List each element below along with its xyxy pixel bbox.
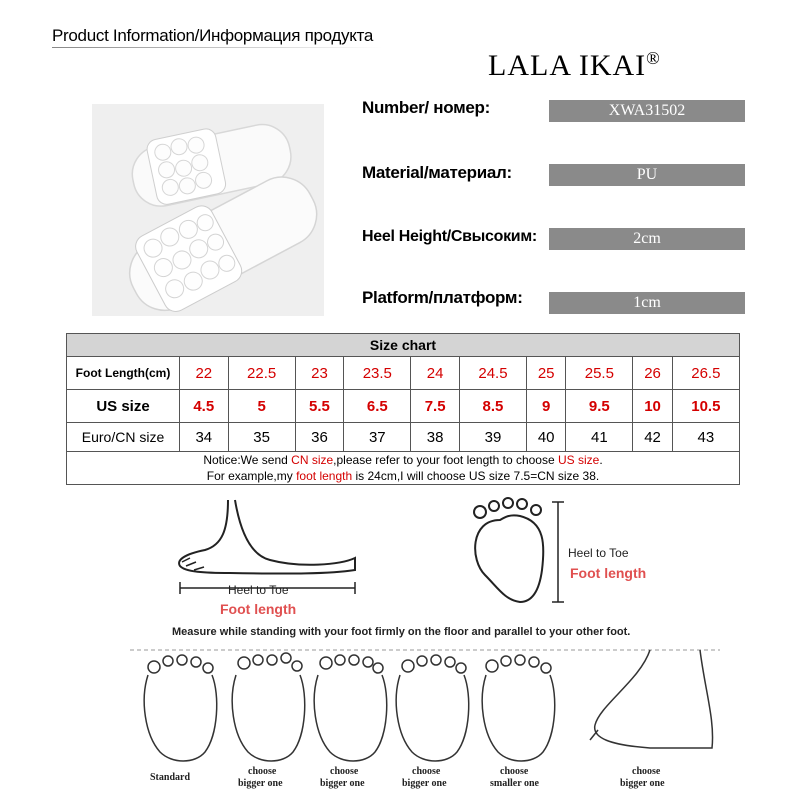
notice-text: For example,my: [206, 469, 297, 483]
slipper-illustration: [92, 104, 324, 316]
us-size-cell: 9: [527, 390, 566, 423]
measure-instruction: Measure while standing with your foot firmly on the floor and parallel to your other foot.: [172, 626, 631, 638]
size-chart-table: [66, 333, 740, 485]
foot-type-2: [232, 675, 305, 761]
euro-cn-size-cell: 39: [459, 423, 526, 452]
heel-to-toe-label-2: Heel to Toe: [568, 546, 629, 560]
foot-length-cell: 25.5: [566, 357, 633, 390]
foot-length-label: Foot Length(cm): [67, 357, 180, 390]
spec-value-platform: 1cm: [549, 292, 745, 314]
foot-length-cell: 24.5: [459, 357, 526, 390]
registered-mark: ®: [646, 48, 661, 68]
side-foot-drawing: [179, 500, 355, 574]
us-size-label: US size: [67, 390, 180, 423]
foot-length-cell: 23: [295, 357, 344, 390]
size-chart-title-row: [67, 334, 740, 357]
foot-length-cell: 22.5: [228, 357, 295, 390]
foot-length-row: [67, 357, 740, 390]
foot-type-4: [396, 675, 469, 761]
euro-cn-size-label: Euro/CN size: [67, 423, 180, 452]
euro-cn-size-cell: 42: [633, 423, 672, 452]
foot-label: choose: [248, 766, 277, 777]
notice-highlight: US size: [557, 453, 600, 467]
spec-label-heel-height: Heel Height/Свысоким:: [362, 228, 537, 245]
notice-line-2: [67, 468, 739, 484]
notice-line-1: [67, 452, 739, 468]
notice-text: is 24cm,I will choose US size 7.5=CN size 38.: [352, 469, 600, 483]
foot-length-cell: 26.5: [672, 357, 739, 390]
foot-label: choose: [632, 766, 661, 777]
euro-cn-size-cell: 43: [672, 423, 739, 452]
foot-label: bigger one: [320, 778, 365, 789]
foot-length-label-1: Foot length: [220, 601, 297, 617]
notice-text: Notice:We send: [203, 453, 292, 467]
spec-label-number: Number/ номер:: [362, 98, 490, 117]
euro-cn-size-cell: 35: [228, 423, 295, 452]
sole-drawing: [474, 498, 543, 602]
spec-label-material: Material/материал:: [362, 163, 512, 182]
page-title: Product Information/Информация продукта: [52, 26, 374, 45]
foot-label: choose: [330, 766, 359, 777]
foot-type-labels: [150, 766, 665, 789]
us-size-cell: 7.5: [411, 390, 460, 423]
spec-label-platform: Platform/платформ:: [362, 288, 523, 307]
heel-to-toe-label-1: Heel to Toe: [228, 583, 289, 597]
foot-types: [144, 650, 712, 761]
euro-cn-size-cell: 37: [344, 423, 411, 452]
title-underline: [52, 47, 382, 48]
us-size-cell: 5: [228, 390, 295, 423]
us-size-cell: 5.5: [295, 390, 344, 423]
euro-cn-size-cell: 36: [295, 423, 344, 452]
foot-label: bigger one: [238, 778, 283, 789]
euro-cn-size-cell: 34: [180, 423, 229, 452]
foot-length-cell: 26: [633, 357, 672, 390]
foot-length-cell: 23.5: [344, 357, 411, 390]
us-size-row: [67, 390, 740, 423]
foot-type-5: [482, 675, 555, 761]
foot-label: bigger one: [402, 778, 447, 789]
foot-type-3: [314, 675, 387, 761]
us-size-cell: 10: [633, 390, 672, 423]
foot-label: choose: [412, 766, 441, 777]
spec-value-number: XWA31502: [549, 100, 745, 122]
measure-diagram: [0, 490, 800, 800]
notice-row: [67, 452, 740, 485]
foot-type-standard: [144, 675, 217, 761]
foot-length-label-2: Foot length: [570, 565, 647, 581]
notice-text: ,please refer to your foot length to choose: [333, 453, 558, 467]
brand-name: LALA IKAI: [488, 49, 647, 82]
foot-length-cell: 22: [180, 357, 229, 390]
spec-value-heel-height: 2cm: [549, 228, 745, 250]
brand-logo: [488, 48, 661, 83]
foot-length-cell: 24: [411, 357, 460, 390]
notice-text: .: [599, 453, 603, 467]
foot-label: smaller one: [490, 778, 539, 789]
notice-cell: [67, 452, 740, 485]
foot-label: bigger one: [620, 778, 665, 789]
us-size-cell: 10.5: [672, 390, 739, 423]
foot-length-cell: 25: [527, 357, 566, 390]
size-chart-title: Size chart: [67, 334, 740, 357]
us-size-cell: 4.5: [180, 390, 229, 423]
notice-highlight: foot length: [296, 469, 353, 483]
notice-highlight: CN size: [291, 453, 334, 467]
us-size-cell: 6.5: [344, 390, 411, 423]
foot-type-side: [595, 650, 713, 748]
euro-cn-size-cell: 38: [411, 423, 460, 452]
foot-label: Standard: [150, 772, 191, 783]
us-size-cell: 8.5: [459, 390, 526, 423]
euro-cn-size-row: [67, 423, 740, 452]
product-photo: [92, 104, 324, 316]
foot-label: choose: [500, 766, 529, 777]
spec-value-material: PU: [549, 164, 745, 186]
euro-cn-size-cell: 40: [527, 423, 566, 452]
us-size-cell: 9.5: [566, 390, 633, 423]
euro-cn-size-cell: 41: [566, 423, 633, 452]
